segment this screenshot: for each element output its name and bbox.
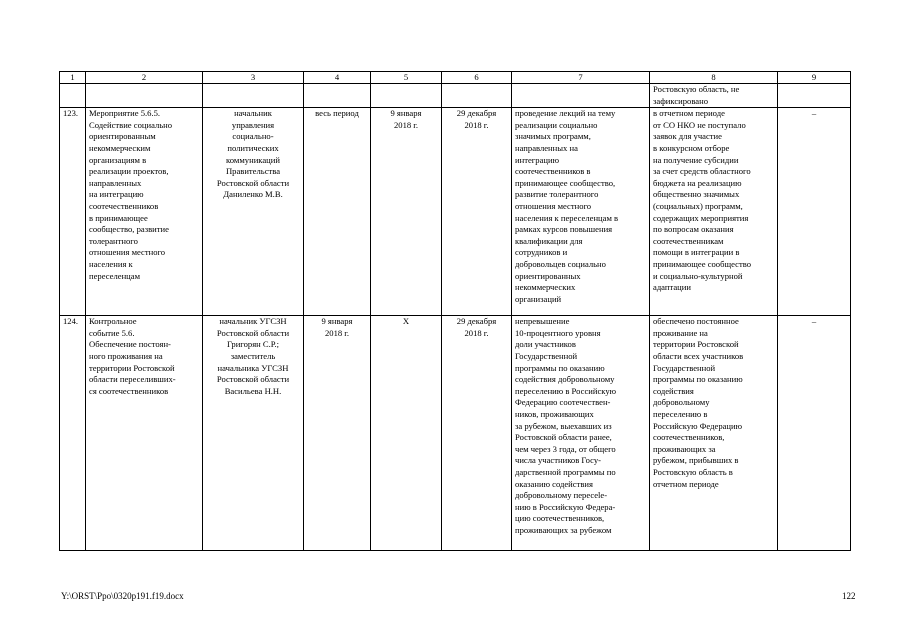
column-header: 2 — [86, 72, 203, 84]
column-header: 7 — [512, 72, 650, 84]
continuation-row — [60, 84, 851, 108]
period-cell: весь период — [304, 108, 371, 316]
table-cell — [371, 84, 442, 108]
table-cell — [778, 84, 851, 108]
event-cell: Контрольное событие 5.6. Обеспечение постоян- ного проживания на территории Ростовской области переселивших- ся соотечественников — [86, 316, 203, 551]
responsible-cell: начальник управления социально- политических коммуникаций Правительства Ростовской области Даниленко М.В. — [203, 108, 304, 316]
row-number: 124. — [60, 316, 86, 551]
event-cell: Мероприятие 5.6.5. Содействие социально ориентированным некоммерческим организациям в реализации проектов, направленных на интеграцию соотечественников в принимающее сообщество, развитие толерантного отношения местного населения к переселенцам — [86, 108, 203, 316]
column-header: 5 — [371, 72, 442, 84]
x-mark-cell: Х — [371, 316, 442, 551]
end-date-cell: 29 декабря 2018 г. — [442, 316, 512, 551]
page-number: 122 — [842, 591, 856, 601]
table-cell — [203, 84, 304, 108]
table-cell — [512, 84, 650, 108]
table-cell — [86, 84, 203, 108]
result-cell: обеспечено постоянное проживание на территории Ростовской области всех участников Государственной программы по оказанию содействия добровольному переселению в Российскую Федерацию соотечественников, проживающих за рубежом, прибывших в Ростовскую область в отчетном периоде — [650, 316, 778, 551]
start-date-cell: 9 января 2018 г. — [371, 108, 442, 316]
report-table — [59, 71, 851, 551]
note-cell: – — [778, 108, 851, 316]
table-cell — [60, 84, 86, 108]
table-row — [60, 108, 851, 316]
result-cell: в отчетном периоде от СО НКО не поступало заявок для участие в конкурсном отборе на получение субсидии за счет средств областного бюджета на реализацию общественно значимых (социальных) программ, содержащих мероприятия по вопросам оказания соотечественникам помощи в интеграции в принимающее сообщество и социально-культурной адаптации — [650, 108, 778, 316]
column-header: 9 — [778, 72, 851, 84]
column-header: 6 — [442, 72, 512, 84]
footer-file-path: Y:\ORST\Ppo\0320p191.f19.docx — [61, 591, 184, 601]
note-cell: – — [778, 316, 851, 551]
table-cell — [304, 84, 371, 108]
responsible-cell: начальник УГСЗН Ростовской области Григорян С.Р.; заместитель начальника УГСЗН Ростовской области Васильева Н.Н. — [203, 316, 304, 551]
column-header: 1 — [60, 72, 86, 84]
column-number-row — [60, 72, 851, 84]
column-header: 8 — [650, 72, 778, 84]
table-cell — [442, 84, 512, 108]
continuation-result-cell: Ростовскую область, не зафиксировано — [650, 84, 778, 108]
description-cell: проведение лекций на тему реализации социально значимых программ, направленных на интеграцию соотечественников в принимающее сообщество, развитие толерантного отношения местного населения к переселенцам в рамках курсов повышения квалификации для сотрудников и добровольцев социально ориентированных некоммерческих организаций — [512, 108, 650, 316]
start-date-cell: 9 января 2018 г. — [304, 316, 371, 551]
column-header: 4 — [304, 72, 371, 84]
end-date-cell: 29 декабря 2018 г. — [442, 108, 512, 316]
column-header: 3 — [203, 72, 304, 84]
table-row — [60, 316, 851, 551]
description-cell: непревышение 10-процентного уровня доли участников Государственной программы по оказанию содействия добровольному переселению в Российскую Федерацию соотечествен- ников, проживающих за рубежом, выехавших из Ростовской области ранее, чем через 3 года, от общего числа участников Госу- дарственной программы по оказанию содействия добровольному пересele- нию в Российскую Федера- цию соотечественников, проживающих за рубежом — [512, 316, 650, 551]
row-number: 123. — [60, 108, 86, 316]
